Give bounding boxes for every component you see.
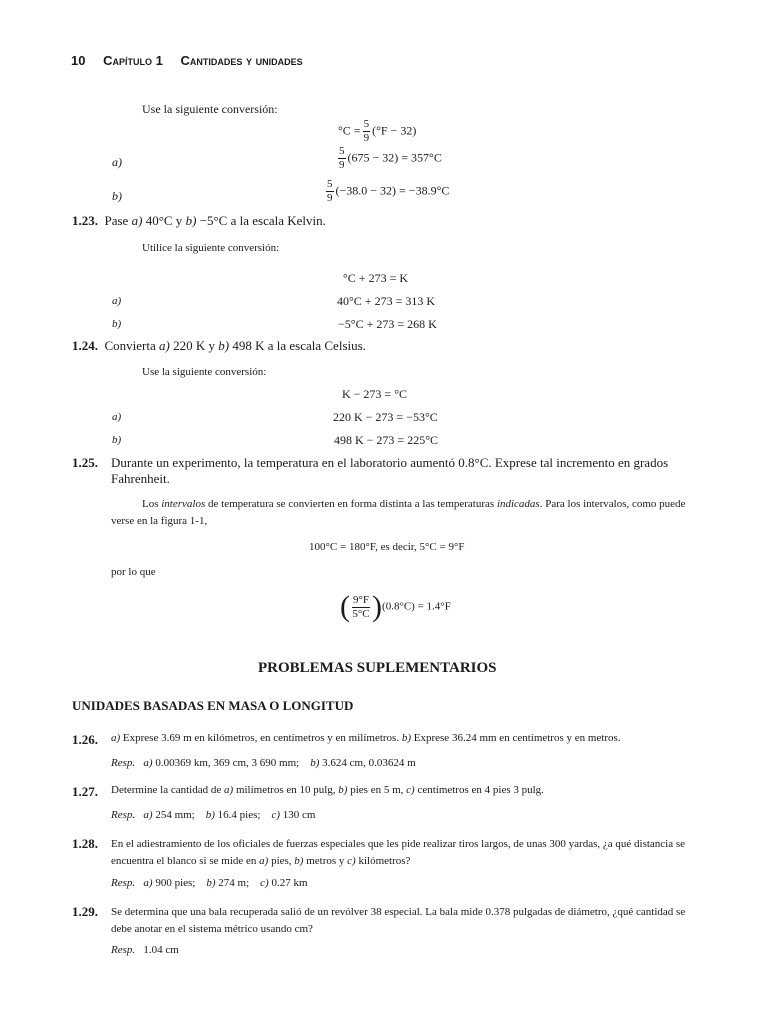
problem-1-26-answer: Resp. a) 0.00369 km, 369 cm, 3 690 mm; b) 3.624 cm, 0.03624 m	[111, 757, 416, 769]
chapter-title: Cantidades y unidades	[180, 53, 303, 68]
problem-1-27-answer: Resp. a) 254 mm; b) 16.4 pies; c) 130 cm	[111, 809, 316, 821]
p125-result: ( $\frac{9^\circ F}{5^\circ C}$ )(0.8°C) = 1.4°F	[340, 590, 451, 623]
page-header	[71, 53, 303, 68]
p122-formula: °C = $\frac{5}{9}$ (°F − 32)	[338, 118, 417, 144]
p123-a-label: a)	[112, 295, 122, 307]
problem-1-27-number: 1.27.	[72, 784, 98, 799]
problem-1-23: 1.23. Pase a) 40°C y b) −5°C a la escala Kelvin.	[72, 213, 326, 228]
p123-intro: Utilice la siguiente conversión:	[142, 242, 280, 254]
problem-1-25-text: Durante un experimento, la temperatura en el laboratorio aumentó 0.8°C. Exprese tal incremento en grados Fahrenheit.	[111, 455, 669, 486]
chapter-label: Capítulo 1	[103, 53, 163, 68]
p125-paragraph: Los intervalos de temperatura se convierten en forma distinta a las temperaturas indicadas. Para los intervalos, como puede verse en la figura 1-1,	[111, 498, 686, 527]
p123-formula: °C + 273 = K	[343, 271, 409, 285]
p122-intro: Use la siguiente conversión:	[142, 102, 278, 116]
p122-a-label: a)	[112, 155, 122, 169]
p125-equation: 100°C = 180°F, es decir, 5°C = 9°F	[309, 541, 465, 553]
problem-1-28-text: En el adiestramiento de los oficiales de fuerzas especiales que les pide realizar tiros largos, de unas 300 yardas, ¿a qué distancia se encuentra el blanco si se mide en a) pies, b) metros y c) kilómetros?	[111, 838, 686, 867]
p124-b-label: b)	[112, 434, 122, 446]
problem-1-29-number: 1.29.	[72, 904, 98, 919]
p124-a-expr: 220 K − 273 = −53°C	[333, 410, 438, 424]
p124-formula: K − 273 = °C	[342, 387, 408, 401]
p122-a-expr: $\frac{5}{9}$ (675 − 32) = 357°C	[339, 145, 442, 171]
p123-b-expr: −5°C + 273 = 268 K	[338, 317, 437, 331]
problem-1-29-answer: Resp. 1.04 cm	[111, 944, 179, 956]
problem-1-27-text: Determine la cantidad de a) milímetros en 10 pulg, b) pies en 5 m, c) centímetros en 4 pies 3 pulg.	[111, 784, 544, 796]
problem-1-28-answer: Resp. a) 900 pies; b) 274 m; c) 0.27 km	[111, 877, 308, 889]
p122-b-expr: $\frac{5}{9}$ (−38.0 − 32) = −38.9°C	[327, 178, 450, 204]
problem-1-24: 1.24. Convierta a) 220 K y b) 498 K a la escala Celsius.	[72, 338, 366, 353]
page-number: 10	[71, 53, 86, 68]
section-title: PROBLEMAS SUPLEMENTARIOS	[258, 660, 497, 676]
problem-1-28-number: 1.28.	[72, 836, 98, 851]
p122-b-label: b)	[112, 189, 122, 203]
problem-1-29-text: Se determina que una bala recuperada salió de un revólver 38 especial. La bala mide 0.378 pulgadas de diámetro, ¿qué cantidad se debe anotar en el sistema métrico usando cm?	[111, 906, 686, 935]
p124-intro: Use la siguiente conversión:	[142, 366, 267, 378]
p123-b-label: b)	[112, 318, 122, 330]
problem-1-26-number: 1.26.	[72, 732, 98, 747]
p123-a-expr: 40°C + 273 = 313 K	[337, 294, 436, 308]
p124-b-expr: 498 K − 273 = 225°C	[334, 433, 439, 447]
subsection-title: UNIDADES BASADAS EN MASA O LONGITUD	[72, 698, 354, 713]
problem-1-26-text: a) Exprese 3.69 m en kilómetros, en centímetros y en milímetros. b) Exprese 36.24 mm en centímetros y en metros.	[111, 732, 621, 744]
problem-1-25-number: 1.25.	[72, 455, 98, 470]
p125-por-lo-que: por lo que	[111, 566, 156, 578]
p124-a-label: a)	[112, 411, 122, 423]
